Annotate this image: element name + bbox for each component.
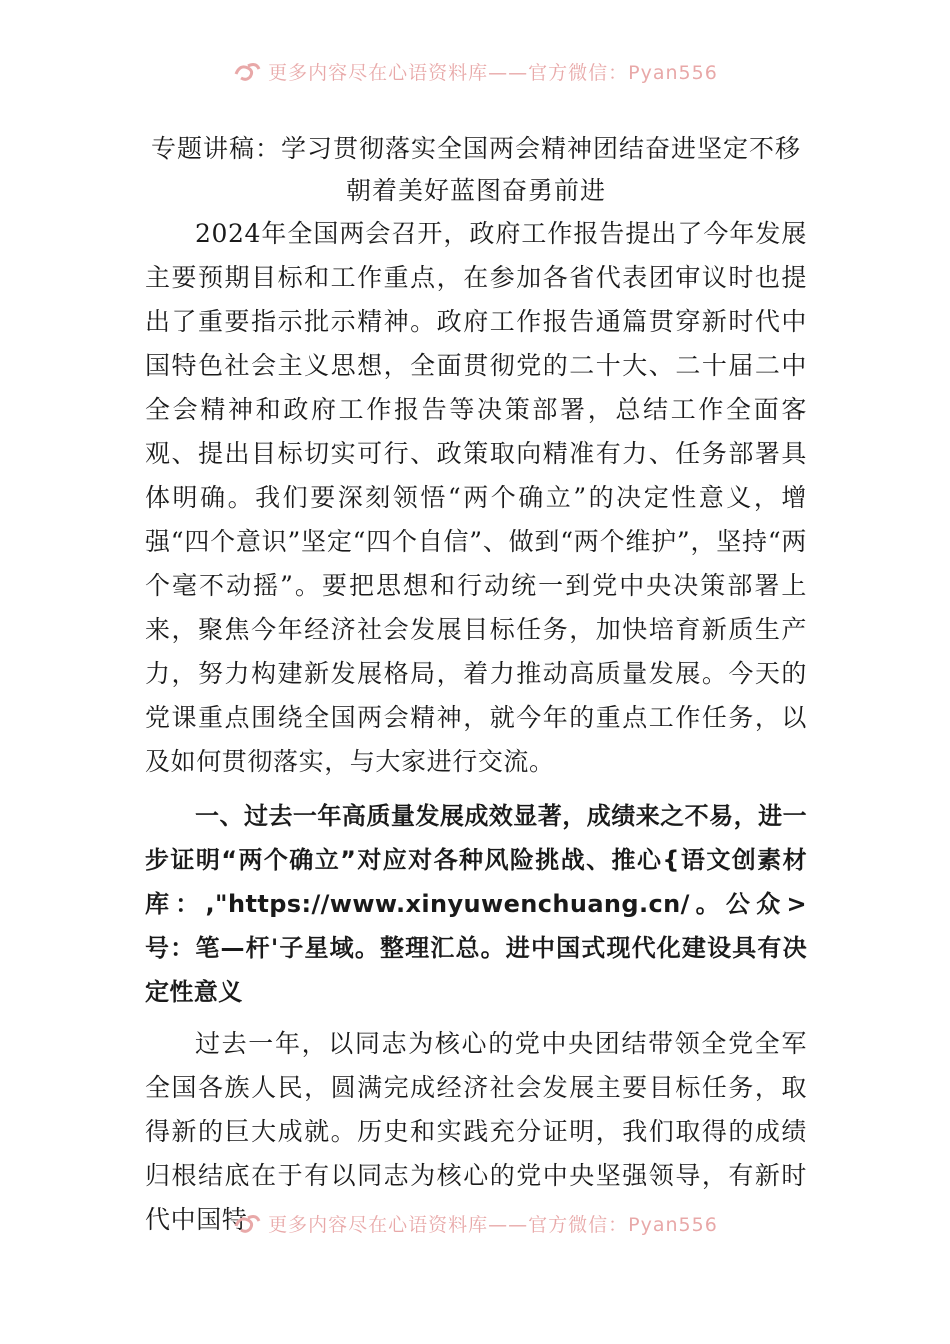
watermark-top — [0, 58, 950, 84]
brand-logo-icon — [232, 1212, 262, 1234]
document-title-line-2: 朝着美好蓝图奋勇前进 — [345, 176, 606, 205]
watermark-text: 更多内容尽在心语资料库——官方微信：Pyan556 — [268, 1213, 718, 1236]
document-title-line-1: 专题讲稿：学习贯彻落实全国两会精神团结奋进坚定不移 — [150, 134, 801, 163]
section-heading-1: 一、过去一年高质量发展成效显著，成绩来之不易，进一步证明“两个确立”对应对各种风险挑战、推心{语文创素材库：,"https://www.xinyuwenchuang.cn/。公众>号：笔—杆'子星域。整理汇总。进中国式现代化建设具有决定性意义 — [145, 802, 807, 1006]
body-paragraph-2: 过去一年，以同志为核心的党中央团结带领全党全军全国各族人民，圆满完成经济社会发展主要目标任务，取得新的巨大成就。历史和实践充分证明，我们取得的成绩归根结底在于有以同志为核心的党中央坚强领导，有新时代中国特 — [145, 1029, 807, 1234]
watermark-text: 更多内容尽在心语资料库——官方微信：Pyan556 — [268, 61, 718, 84]
document-page — [145, 128, 807, 1242]
intro-paragraph: 2024年全国两会召开，政府工作报告提出了今年发展主要预期目标和工作重点，在参加各省代表团审议时也提出了重要指示批示精神。政府工作报告通篇贯穿新时代中国特色社会主义思想，全面贯彻党的二十大、二十届二中全会精神和政府工作报告等决策部署，总结工作全面客观、提出目标切实可行、政策取向精准有力、任务部署具体明确。我们要深刻领悟“两个确立”的决定性意义，增强“四个意识”坚定“四个自信”、做到“两个维护”，坚持“两个毫不动摇”。要把思想和行动统一到党中央决策部署上来，聚焦今年经济社会发展目标任务，加快培育新质生产力，努力构建新发展格局，着力推动高质量发展。今天的党课重点围绕全国两会精神，就今年的重点工作任务，以及如何贯彻落实，与大家进行交流。 — [145, 219, 807, 776]
watermark-bottom — [0, 1210, 950, 1236]
brand-logo-icon — [232, 60, 262, 82]
